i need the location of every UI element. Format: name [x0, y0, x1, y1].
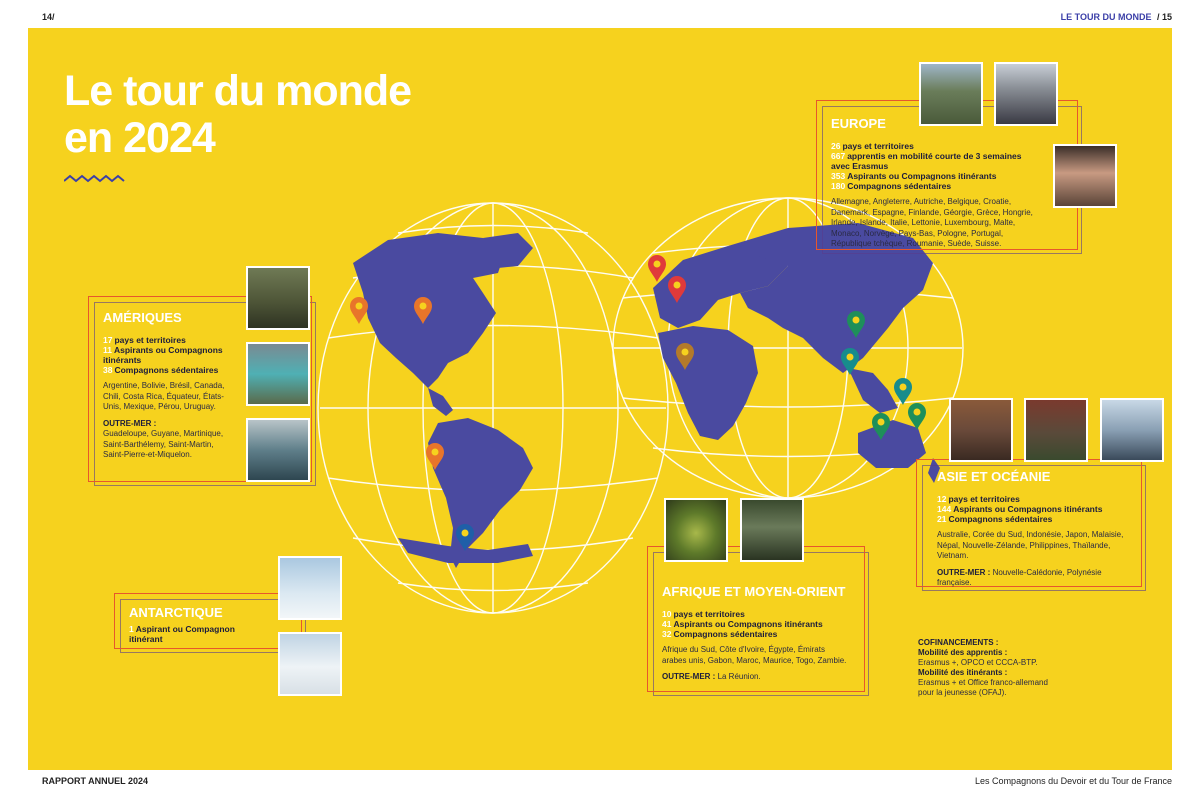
asie-box: [916, 459, 1142, 587]
ameriques-stat-1: 17 pays et territoires: [103, 335, 186, 345]
cofinancements-itinerants-label: Mobilité des itinérants :: [918, 668, 1008, 677]
continents: [353, 223, 940, 568]
afrique-outre-mer: OUTRE-MER : La Réunion.: [662, 672, 761, 681]
ameriques-outre-mer: OUTRE-MER : Guadeloupe, Guyane, Martinique, Saint-Barthélemy, Saint-Martin, Saint-Pierre-et-Miquelon.: [103, 418, 224, 459]
photo-asie-group: [949, 398, 1013, 462]
photo-antarctique-person: [278, 556, 342, 620]
ameriques-stat-3: 38 Compagnons sédentaires: [103, 365, 219, 375]
photo-antarctique-vehicle: [278, 632, 342, 696]
photo-europe-mountains: [919, 62, 983, 126]
ameriques-stat-2: 11 Aspirants ou Compagnons itinérants: [103, 345, 223, 365]
africa-shape: [658, 326, 758, 440]
left-page-number: 14/: [42, 12, 55, 22]
photo-afrique-fruit: [664, 498, 728, 562]
cofinancements-apprentis-label: Mobilité des apprentis :: [918, 648, 1008, 657]
running-head: LE TOUR DU MONDE / 15: [1060, 12, 1172, 22]
page-title: Le tour du monde en 2024: [64, 67, 412, 162]
footer-right: Les Compagnons du Devoir et du Tour de France: [975, 776, 1172, 786]
squiggle-decoration: [64, 174, 128, 184]
photo-asie-temple: [1024, 398, 1088, 462]
cofinancements-block: [918, 638, 1058, 698]
photo-ameriques-lake: [246, 342, 310, 406]
europe-countries: Allemagne, Angleterre, Autriche, Belgique, Croatie, Danemark, Espagne, Finlande, Géorgie, Grèce, Hongrie, Irlande, Islande, Italie, Lettonie, Luxembourg, Malte, Monaco, Norvège, Pays-Bas, Pologne, Portugal, République tchèque, Roumanie, Suède, Suisse.: [831, 197, 1033, 248]
photo-oceanie-sydney: [1100, 398, 1164, 462]
pin-oceanie-1-icon: [894, 378, 912, 405]
antarctique-stat-1: 1 Aspirant ou Compagnon itinérant: [129, 624, 235, 644]
pin-europe-1-icon: [648, 255, 666, 282]
europe-stat-4: 180 Compagnons sédentaires: [831, 181, 952, 191]
asie-stat-3: 21 Compagnons sédentaires: [937, 514, 1053, 524]
afrique-box: [647, 546, 865, 692]
region-title-asie: ASIE ET OCÉANIE: [937, 469, 1051, 484]
southeast-asia-shape: [848, 368, 898, 413]
pin-ameriques-1-icon: [350, 297, 368, 324]
asie-outre-mer: OUTRE-MER : Nouvelle-Calédonie, Polynésie française.: [937, 567, 1102, 587]
asie-stat-1: 12 pays et territoires: [937, 494, 1020, 504]
photo-europe-group: [994, 62, 1058, 126]
asie-countries: Australie, Corée du Sud, Indonésie, Japon, Malaisie, Népal, Nouvelle-Zélande, Philippines, Thaïlande, Vietnam.: [937, 530, 1124, 560]
photo-europe-selfie: [1053, 144, 1117, 208]
ameriques-countries: Argentine, Bolivie, Brésil, Canada, Chili, Costa Rica, Équateur, États-Unis, Mexique, Pérou, Uruguay.: [103, 381, 225, 411]
photo-afrique-forest: [740, 498, 804, 562]
world-map-spread: [28, 28, 1172, 770]
photo-ameriques-kayak: [246, 418, 310, 482]
europe-stat-1: 26 pays et territoires: [831, 141, 914, 151]
europe-stat-2: 667 apprentis en mobilité courte de 3 semaines avec Erasmus: [831, 151, 1022, 171]
region-title-antarctique: ANTARCTIQUE: [129, 605, 223, 620]
antarctique-box: [114, 593, 302, 649]
afrique-stat-2: 41 Aspirants ou Compagnons itinérants: [662, 619, 823, 629]
asie-stat-2: 144 Aspirants ou Compagnons itinérants: [937, 504, 1103, 514]
photo-ameriques-group: [246, 266, 310, 330]
region-title-afrique: AFRIQUE ET MOYEN-ORIENT: [662, 584, 846, 599]
cofinancements-title: COFINANCEMENTS :: [918, 638, 999, 647]
afrique-stat-1: 10 pays et territoires: [662, 609, 745, 619]
region-title-ameriques: AMÉRIQUES: [103, 310, 182, 325]
cofinancements-itinerants: Erasmus + et Office franco-allemand pour la jeunesse (OFAJ).: [918, 678, 1048, 697]
afrique-stat-3: 32 Compagnons sédentaires: [662, 629, 778, 639]
europe-stat-3: 353 Aspirants ou Compagnons itinérants: [831, 171, 997, 181]
central-america-shape: [428, 388, 453, 416]
cofinancements-apprentis: Erasmus +, OPCO et CCCA-BTP.: [918, 658, 1038, 667]
region-title-europe: EUROPE: [831, 116, 886, 131]
afrique-countries: Afrique du Sud, Côte d'Ivoire, Égypte, Émirats arabes unis, Gabon, Maroc, Maurice, Togo, Zambie.: [662, 645, 847, 665]
footer-left: RAPPORT ANNUEL 2024: [42, 776, 149, 786]
